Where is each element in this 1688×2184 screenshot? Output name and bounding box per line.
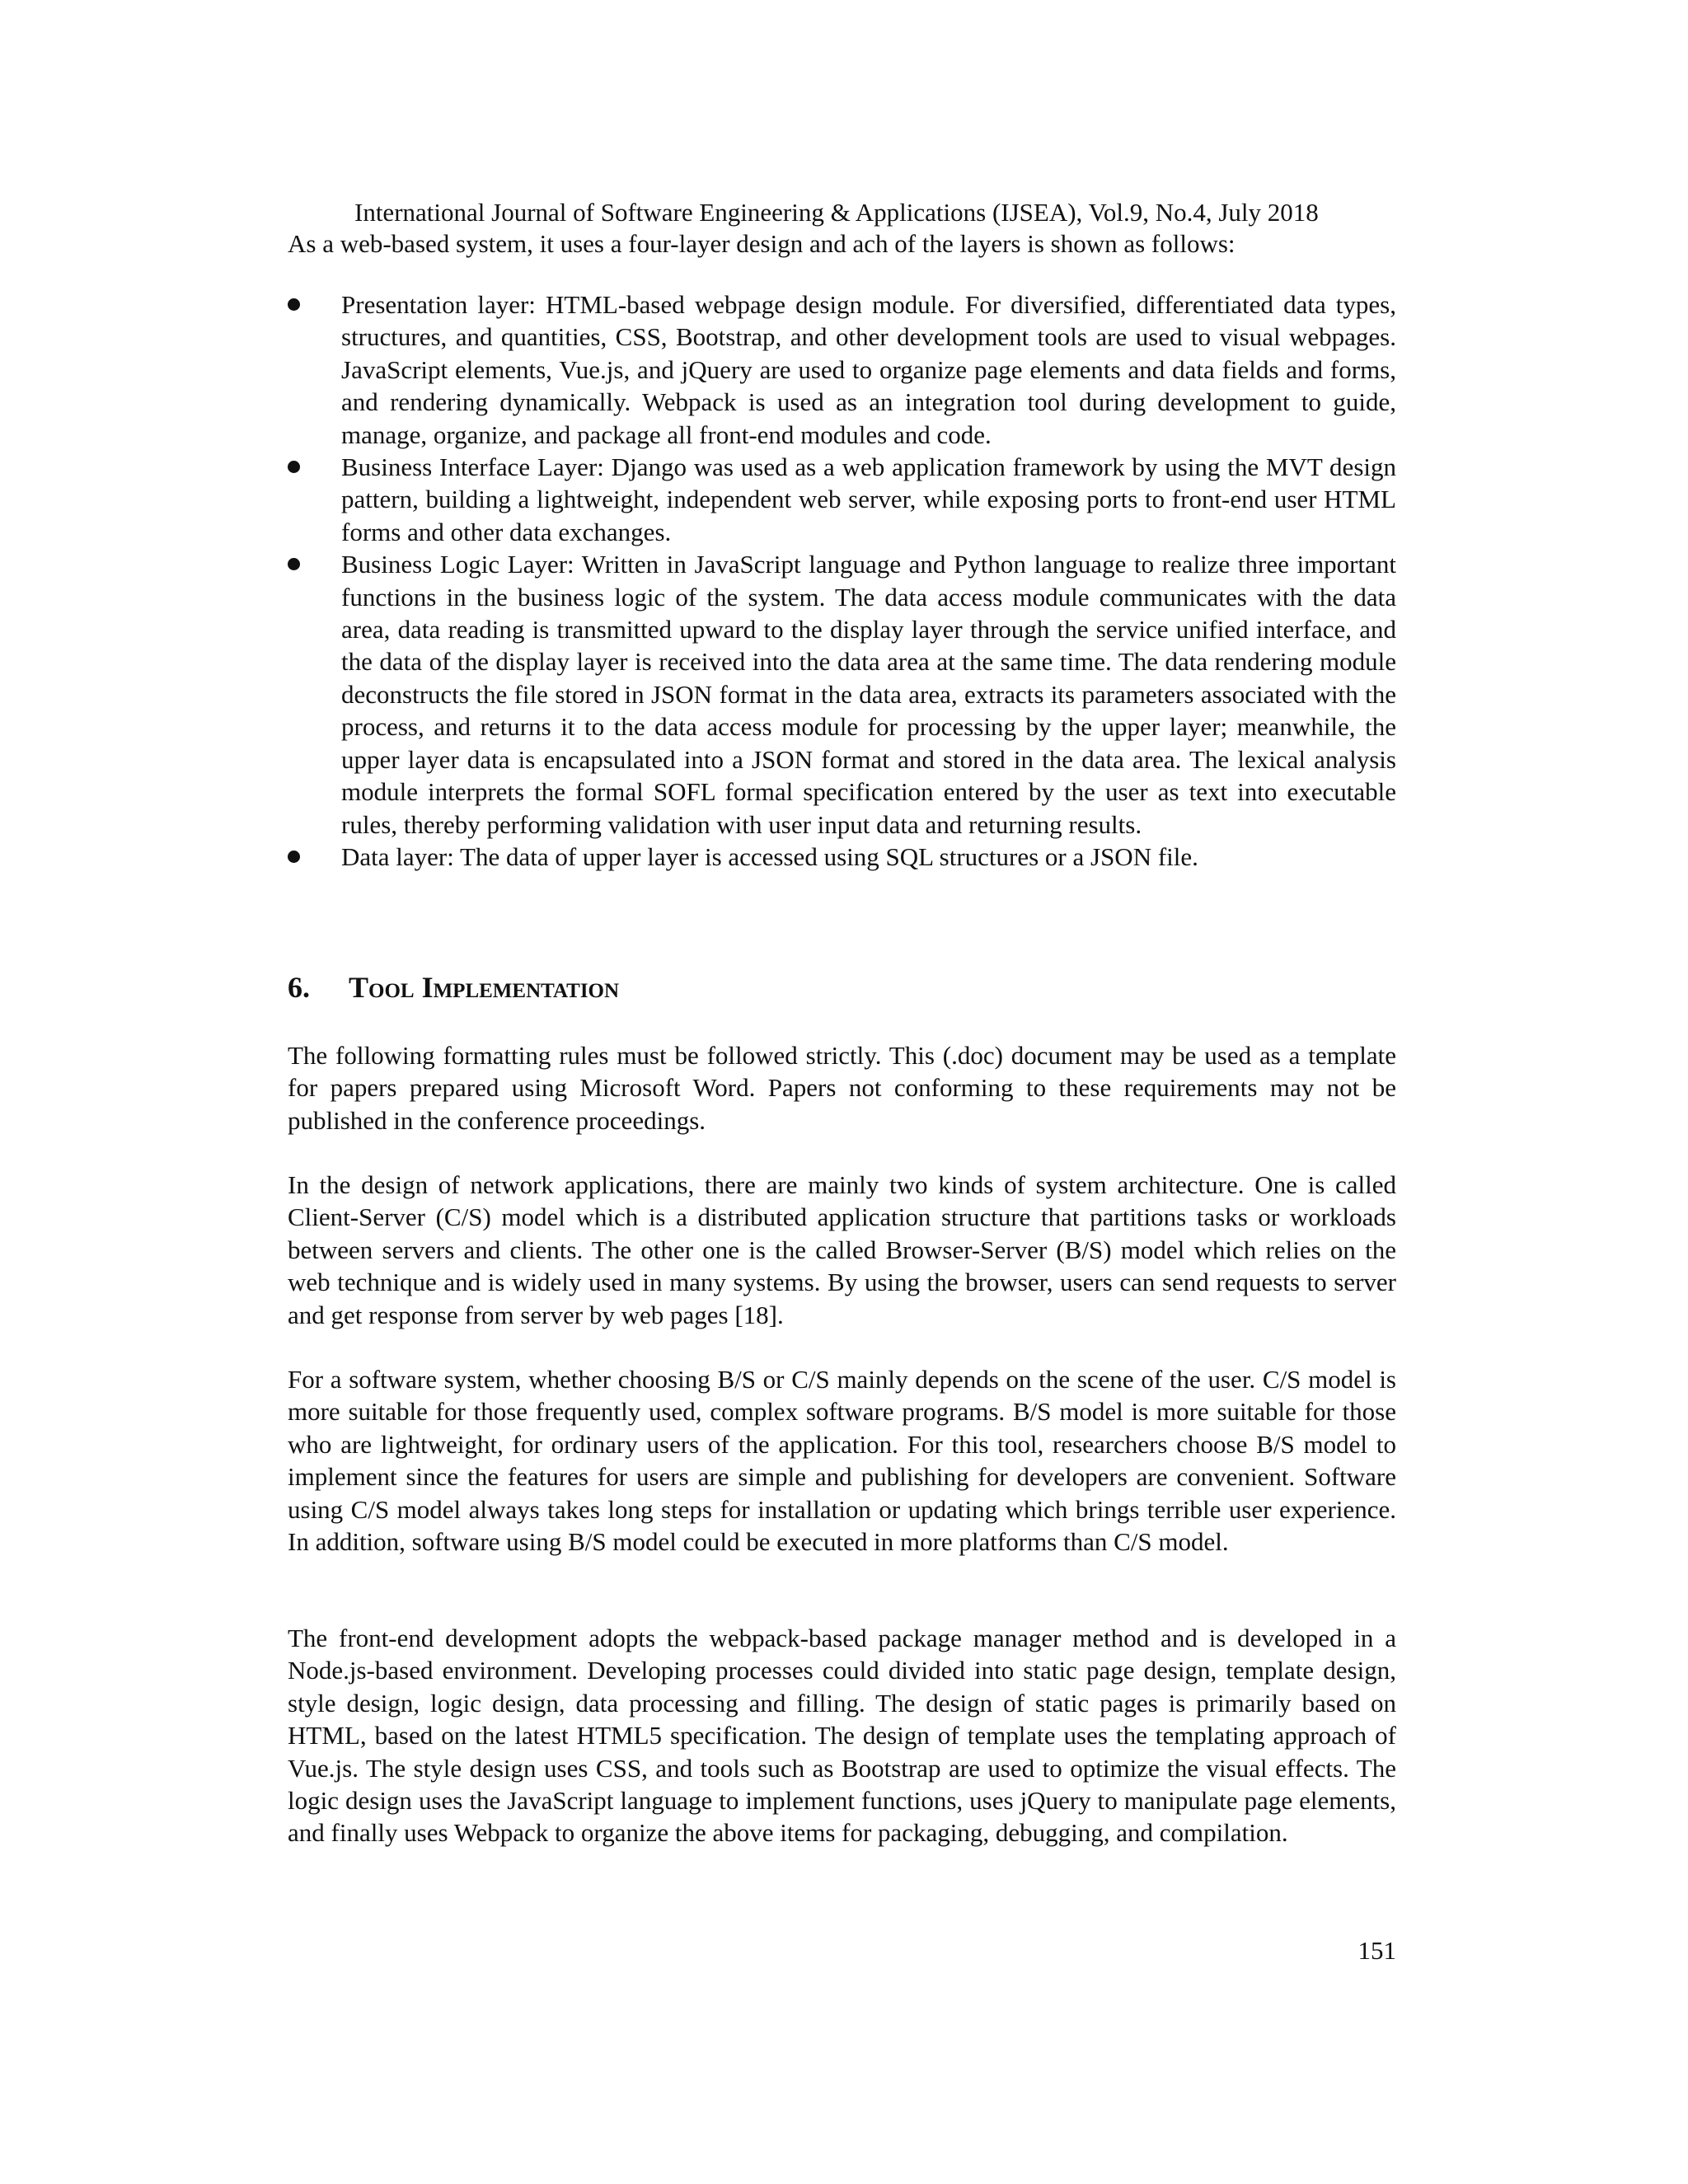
- section-heading: [288, 969, 619, 1005]
- intro-sentence: As a web-based system, it uses a four-layer design and ach of the layers is shown as follows:: [288, 229, 1236, 258]
- bullet-item-presentation-layer: [288, 288, 1396, 451]
- bullet-text: Business Interface Layer: Django was used as a web application framework by using the MVT design pattern, building a lightweight, independent web server, while exposing ports to front-end user HTML forms and other data exchanges.: [341, 452, 1396, 546]
- bullet-text: Business Logic Layer: Written in JavaScript language and Python language to realize three important functions in the business logic of the system. The data access module communicates with the data area, data reading is transmitted upward to the display layer through the service unified interface, and the data of the display layer is received into the data area at the same time. The data rendering module deconstructs the file stored in JSON format in the data area, extracts its parameters associated with the process, and returns it to the data access module for processing by the upper layer; meanwhile, the upper layer data is encapsulated into a JSON format and stored in the data area. The lexical analysis module interprets the formal SOFL formal specification entered by the user as text into executable rules, thereby performing validation with user input data and returning results.: [341, 550, 1396, 839]
- bullet-dot-icon: [288, 558, 300, 570]
- bullet-dot-icon: [288, 298, 300, 311]
- bullet-item-data-layer: [288, 841, 1396, 873]
- paragraph-formatting-rules: The following formatting rules must be followed strictly. This (.doc) document may be used as a template for papers prepared using Microsoft Word. Papers not conforming to these requirements may not be published in the conference proceedings.: [288, 1041, 1396, 1135]
- section-title: Tool Implementation: [349, 971, 620, 1004]
- paragraph-system-architecture: In the design of network applications, there are mainly two kinds of system architecture. One is called Client-Server (C/S) model which is a distributed application structure that partitions tasks or workloads between servers and clients. The other one is the called Browser-Server (B/S) model which relies on the web technique and is widely used in many systems. By using the browser, users can send requests to server and get response from server by web pages [18].: [288, 1170, 1396, 1329]
- paragraph-front-end-development: The front-end development adopts the webpack-based package manager method and is developed in a Node.js-based environment. Developing processes could divided into static page design, template design, style design, logic design, data processing and filling. The design of static pages is primarily based on HTML, based on the latest HTML5 specification. The design of template uses the templating approach of Vue.js. The style design uses CSS, and tools such as Bootstrap are used to optimize the visual effects. The logic design uses the JavaScript language to implement functions, uses jQuery to manipulate page elements, and finally uses Webpack to organize the above items for packaging, debugging, and compilation.: [288, 1624, 1396, 1848]
- layer-bullet-list: [288, 288, 1396, 873]
- bullet-dot-icon: [288, 851, 300, 863]
- bullet-item-business-interface-layer: [288, 451, 1396, 548]
- running-header: International Journal of Software Engineering & Applications (IJSEA), Vol.9, No.4, July 2018: [354, 198, 1319, 227]
- bullet-text: Presentation layer: HTML-based webpage design module. For diversified, differentiated data types, structures, and quantities, CSS, Bootstrap, and other development tools are used to visual webpages. JavaScript elements, Vue.js, and jQuery are used to organize page elements and data fields and forms, and rendering dynamically. Webpack is used as an integration tool during development to guide, manage, organize, and package all front-end modules and code.: [341, 290, 1396, 449]
- section-number: 6.: [288, 971, 310, 1004]
- bullet-item-business-logic-layer: [288, 548, 1396, 841]
- bullet-dot-icon: [288, 461, 300, 473]
- page-number: 151: [1357, 1936, 1396, 1965]
- paragraph-bs-vs-cs: For a software system, whether choosing B/S or C/S mainly depends on the scene of the user. C/S model is more suitable for those frequently used, complex software programs. B/S model is more suitable for those who are lightweight, for ordinary users of the application. For this tool, researchers choose B/S model to implement since the features for users are simple and publishing for developers are convenient. Software using C/S model always takes long steps for installation or updating which brings terrible user experience. In addition, software using B/S model could be executed in more platforms than C/S model.: [288, 1365, 1396, 1557]
- bullet-text: Data layer: The data of upper layer is accessed using SQL structures or a JSON file.: [341, 841, 1198, 871]
